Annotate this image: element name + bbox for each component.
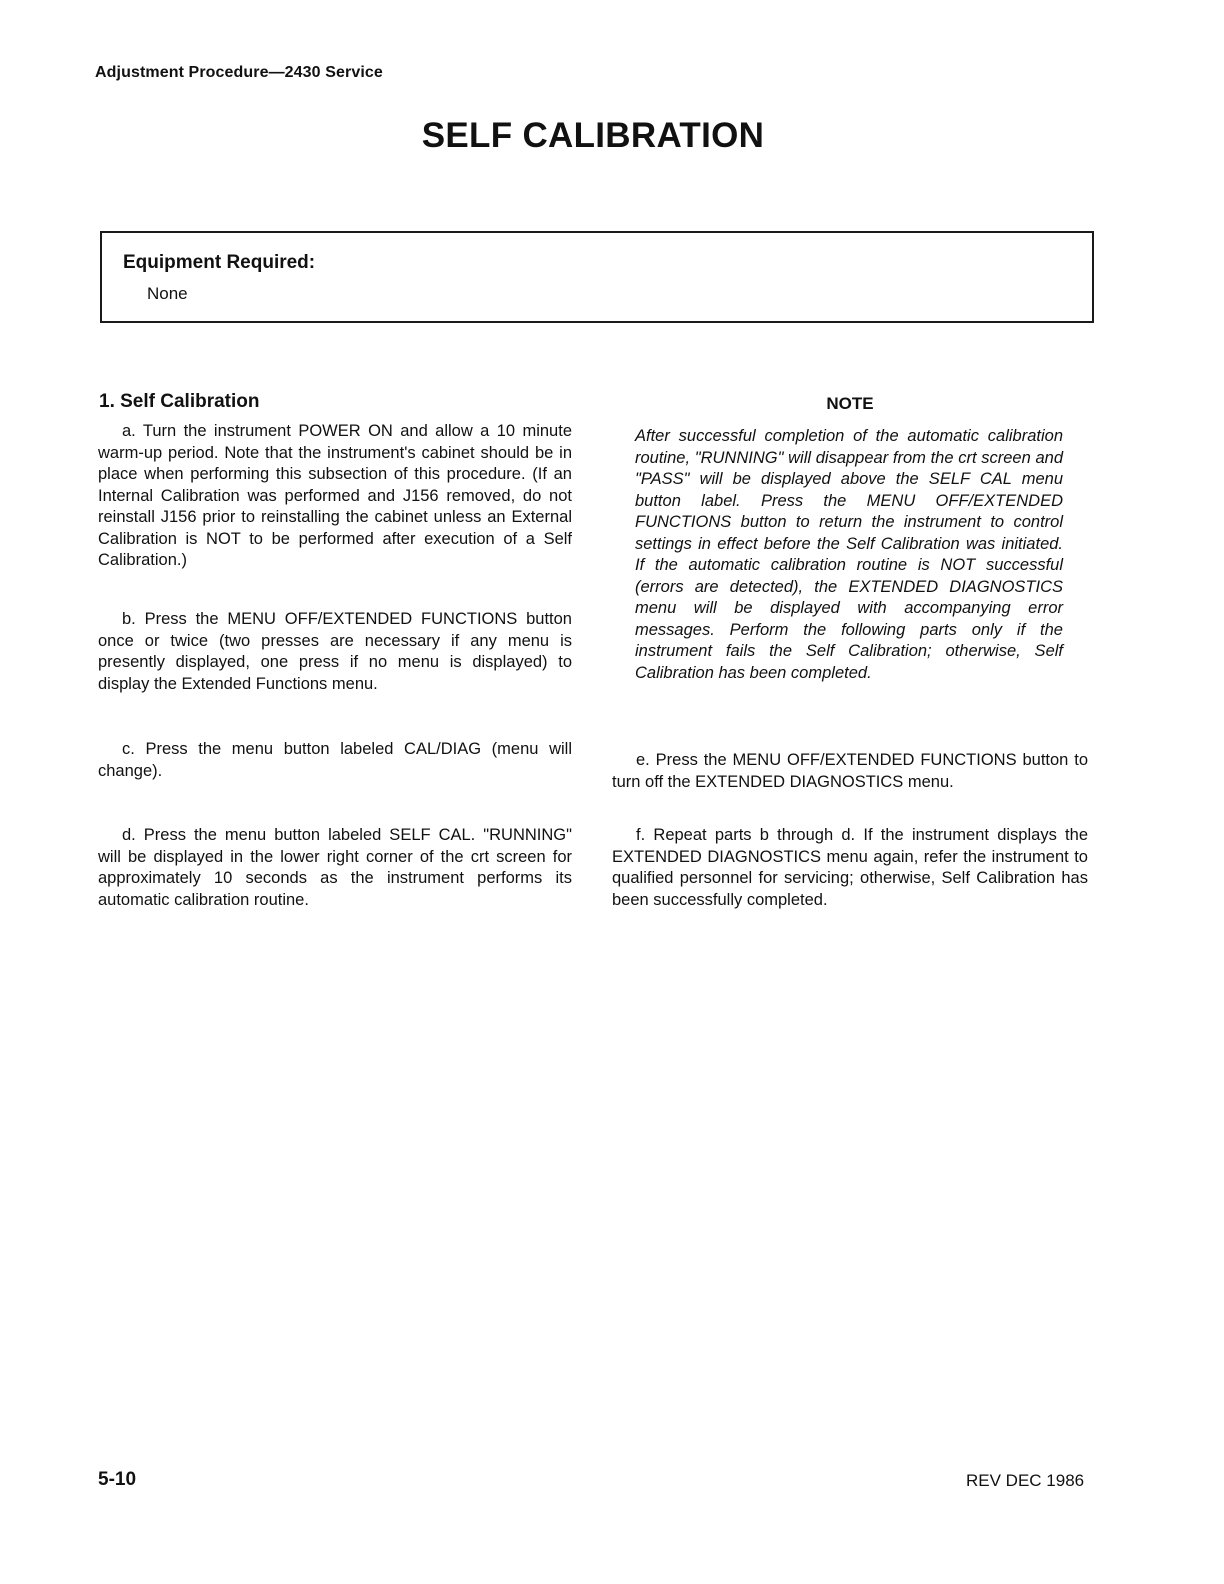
- page-title: SELF CALIBRATION: [421, 116, 765, 155]
- revision-date: REV DEC 1986: [966, 1471, 1085, 1490]
- step-e: e. Press the MENU OFF/EXTENDED FUNCTIONS button to turn off the EXTENDED DIAGNOSTICS menu.: [612, 751, 1088, 791]
- step-c: c. Press the menu button labeled CAL/DIAG (menu will change).: [98, 740, 572, 780]
- running-head: Adjustment Procedure—2430 Service: [95, 64, 383, 81]
- step-f: f. Repeat parts b through d. If the instrument displays the EXTENDED DIAGNOSTICS menu again, refer the instrument to qualified personnel for servicing; otherwise, Self Calibration has been successfully completed.: [612, 826, 1088, 909]
- note-text: After successful completion of the automatic calibration routine, "RUNNING" will disappear from the crt screen and "PASS" will be displayed above the SELF CAL menu button label. Press the MENU OFF/EXTENDED FUNCTIONS button to return the instrument to control settings in effect before the Self Calibration was initiated. If the automatic calibration routine is NOT successful (errors are detected), the EXTENDED DIAGNOSTICS menu will be displayed with accompanying error messages. Perform the following parts only if the instrument fails the Self Calibration; otherwise, Self Calibration has been completed.: [635, 427, 1063, 682]
- step-a: a. Turn the instrument POWER ON and allow a 10 minute warm-up period. Note that the instrument's cabinet should be in place when performing this subsection of this procedure. (If an Internal Calibration was performed and J156 removed, do not reinstall J156 prior to reinstalling the cabinet unless an External Calibration is NOT to be performed after execution of a Self Calibration.): [98, 422, 572, 569]
- step-d: d. Press the menu button labeled SELF CAL. "RUNNING" will be displayed in the lower right corner of the crt screen for approximately 10 seconds as the instrument performs its automatic calibration routine.: [98, 826, 572, 909]
- equipment-box: [100, 231, 1094, 323]
- page-number: 5-10: [98, 1469, 137, 1490]
- equipment-label: Equipment Required:: [123, 252, 316, 273]
- equipment-value: None: [147, 284, 188, 303]
- note-title: NOTE: [826, 394, 874, 413]
- step-b: b. Press the MENU OFF/EXTENDED FUNCTIONS button once or twice (two presses are necessary if any menu is presently displayed, one press if no menu is displayed) to display the Extended Functions menu.: [98, 610, 572, 693]
- section-heading: 1. Self Calibration: [99, 391, 260, 412]
